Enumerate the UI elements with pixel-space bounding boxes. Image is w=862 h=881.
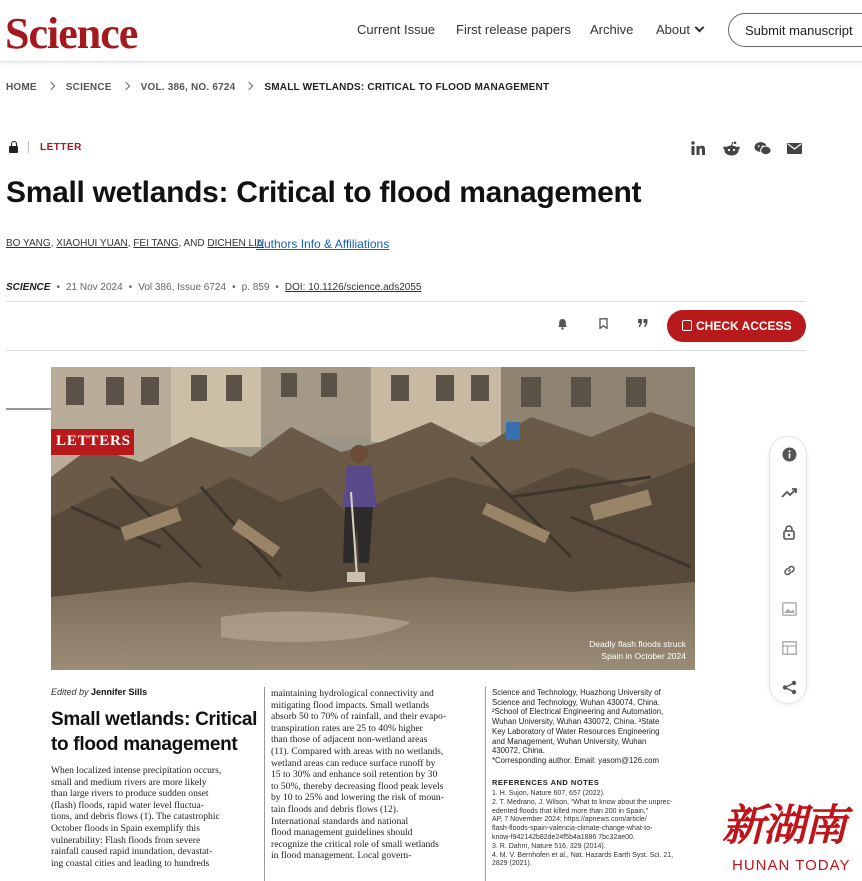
volume-issue[interactable]: Vol 386, Issue 6724 xyxy=(138,282,227,293)
lock-icon xyxy=(9,141,18,153)
submit-manuscript-button[interactable]: Submit manuscript xyxy=(728,13,862,47)
breadcrumb xyxy=(6,82,555,93)
references-heading: REFERENCES AND NOTES xyxy=(492,778,600,787)
author-link[interactable]: DICHEN LIU xyxy=(207,238,265,249)
chevron-down-icon xyxy=(695,23,705,33)
flood-photo xyxy=(51,367,695,670)
column-divider xyxy=(264,687,265,881)
quote-icon[interactable] xyxy=(636,318,650,332)
link-icon[interactable] xyxy=(781,562,797,578)
letters-section-tag: LETTERS xyxy=(51,429,134,455)
watermark-english: HUNAN TODAY xyxy=(732,857,851,874)
access-icon[interactable] xyxy=(781,524,797,540)
doi-link[interactable]: DOI: 10.1126/science.ads2055 xyxy=(284,282,422,293)
check-access-label: CHECK ACCESS xyxy=(696,319,792,333)
tables-icon[interactable] xyxy=(781,640,797,656)
author-link[interactable]: XIAOHUI YUAN xyxy=(56,238,128,249)
column-divider xyxy=(485,687,486,881)
figures-icon[interactable] xyxy=(781,601,797,617)
chevron-right-icon xyxy=(245,82,253,90)
scan-title: Small wetlands: Critical to flood management xyxy=(51,709,258,755)
divider xyxy=(6,301,806,302)
breadcrumb-science[interactable]: SCIENCE xyxy=(65,82,112,93)
nav-current-issue[interactable]: Current Issue xyxy=(357,22,436,37)
nav-archive[interactable]: Archive xyxy=(590,22,634,37)
author-list: BO YANG, XIAOHUI YUAN, FEI TANG, AND DICHEN LIU xyxy=(6,238,265,249)
divider xyxy=(6,350,806,351)
site-header xyxy=(0,0,862,62)
references-list: 1. H. Sujon, Nature 607, 657 (2022). 2. T. Medrano, J. Wilson, “What to know about the unprec- edented floods that killed more than 200 in Spain,” AP, 7 November 2024; https://apnews.com/article/ flash-floods-spain-valencia-climate-change-what-to- know-f942142b82de24f5b4a1886 7bc32ae00. 3. R. Dahm, Nature 516, 329 (2014). 4. M. V. Bernhofen et al., Nat. Hazards Earth Syst. Sci. 21, 2829 (2021). xyxy=(492,790,674,868)
science-logo[interactable]: Science xyxy=(5,9,138,58)
bookmark-icon[interactable] xyxy=(596,318,610,332)
publication-info: SCIENCE • 21 Nov 2024 • Vol 386, Issue 6724 • p. 859 • DOI: 10.1126/science.ads2055 xyxy=(6,282,422,293)
wechat-icon[interactable] xyxy=(754,139,772,157)
article-tools-rail xyxy=(769,436,807,704)
nav-about-label: About xyxy=(656,22,690,37)
article-title: Small wetlands: Critical to flood management xyxy=(6,176,642,209)
linkedin-icon[interactable] xyxy=(689,139,707,157)
check-access-button[interactable] xyxy=(667,310,806,342)
bell-icon[interactable] xyxy=(555,318,569,332)
share-icon[interactable] xyxy=(781,679,797,695)
lock-icon xyxy=(682,320,692,331)
chevron-right-icon xyxy=(121,82,129,90)
author-link[interactable]: FEI TANG xyxy=(133,238,179,249)
email-icon[interactable] xyxy=(785,139,803,157)
divider xyxy=(28,141,29,153)
metrics-icon[interactable] xyxy=(781,485,797,501)
breadcrumb-volume[interactable]: VOL. 386, NO. 6724 xyxy=(140,82,236,93)
authors-info-link[interactable]: Authors Info & Affiliations xyxy=(256,237,390,251)
reddit-icon[interactable] xyxy=(722,139,740,157)
page-number: p. 859 xyxy=(241,282,270,293)
edited-by: Edited by Jennifer Sills xyxy=(51,687,148,697)
photo-caption: Deadly flash floods struck Spain in October 2024 xyxy=(589,639,686,661)
watermark-chinese: 新湖南 xyxy=(722,801,845,851)
breadcrumb-current: SMALL WETLANDS: CRITICAL TO FLOOD MANAGEMENT xyxy=(264,82,550,93)
journal-name: SCIENCE xyxy=(6,282,51,293)
nav-about[interactable] xyxy=(656,22,703,37)
scan-column-1: When localized intense precipitation occurs, small and medium rivers are more likely than large rivers to produce sudden onset (flash) floods, rapid water level fluctua- tions, and debris flows (1). The catastrophic October floods in Spain exemplify this vulnerability: Flash floods from severe rainfall caused rapid inundation, devastat- ing coastal cities and leading to hundreds xyxy=(51,765,222,869)
breadcrumb-home[interactable]: HOME xyxy=(6,82,37,93)
article-type-label[interactable]: LETTER xyxy=(40,142,82,153)
chevron-right-icon xyxy=(47,82,55,90)
nav-first-release[interactable]: First release papers xyxy=(456,22,571,37)
author-link[interactable]: BO YANG xyxy=(6,238,51,249)
hunan-today-watermark xyxy=(718,792,862,881)
pub-date: 21 Nov 2024 xyxy=(65,282,123,293)
scan-column-3: Science and Technology, Huazhong University of Science and Technology, Wuhan 430074, China. ²School of Electrical Engineering and Automation, Wuhan University, Wuhan 430072, China. ³State Key Laboratory of Water Resources Engineering and Management, Wuhan University, Wuhan 430072, China. *Corresponding author. Email: yasom@126.com xyxy=(492,688,664,765)
info-icon[interactable] xyxy=(781,446,797,462)
scan-column-2: maintaining hydrological connectivity and mitigating flood impacts. Small wetlands absorb 50 to 70% of rainfall, and their evapo- transpiration rates are 25 to 40% higher than those of adjacent non-wetland areas (11). Compared with areas with no wetlands, wetland areas can reduce surface runoff by 15 to 30% and enhance soil retention by 30 to 50%, thereby decreasing flood peak levels by 10 to 25% and lowering the risk of moun- tain floods and debris flows (12). International standards and national flood management guidelines should recognize the critical role of small wetlands in flood management. Local govern- xyxy=(271,688,447,862)
